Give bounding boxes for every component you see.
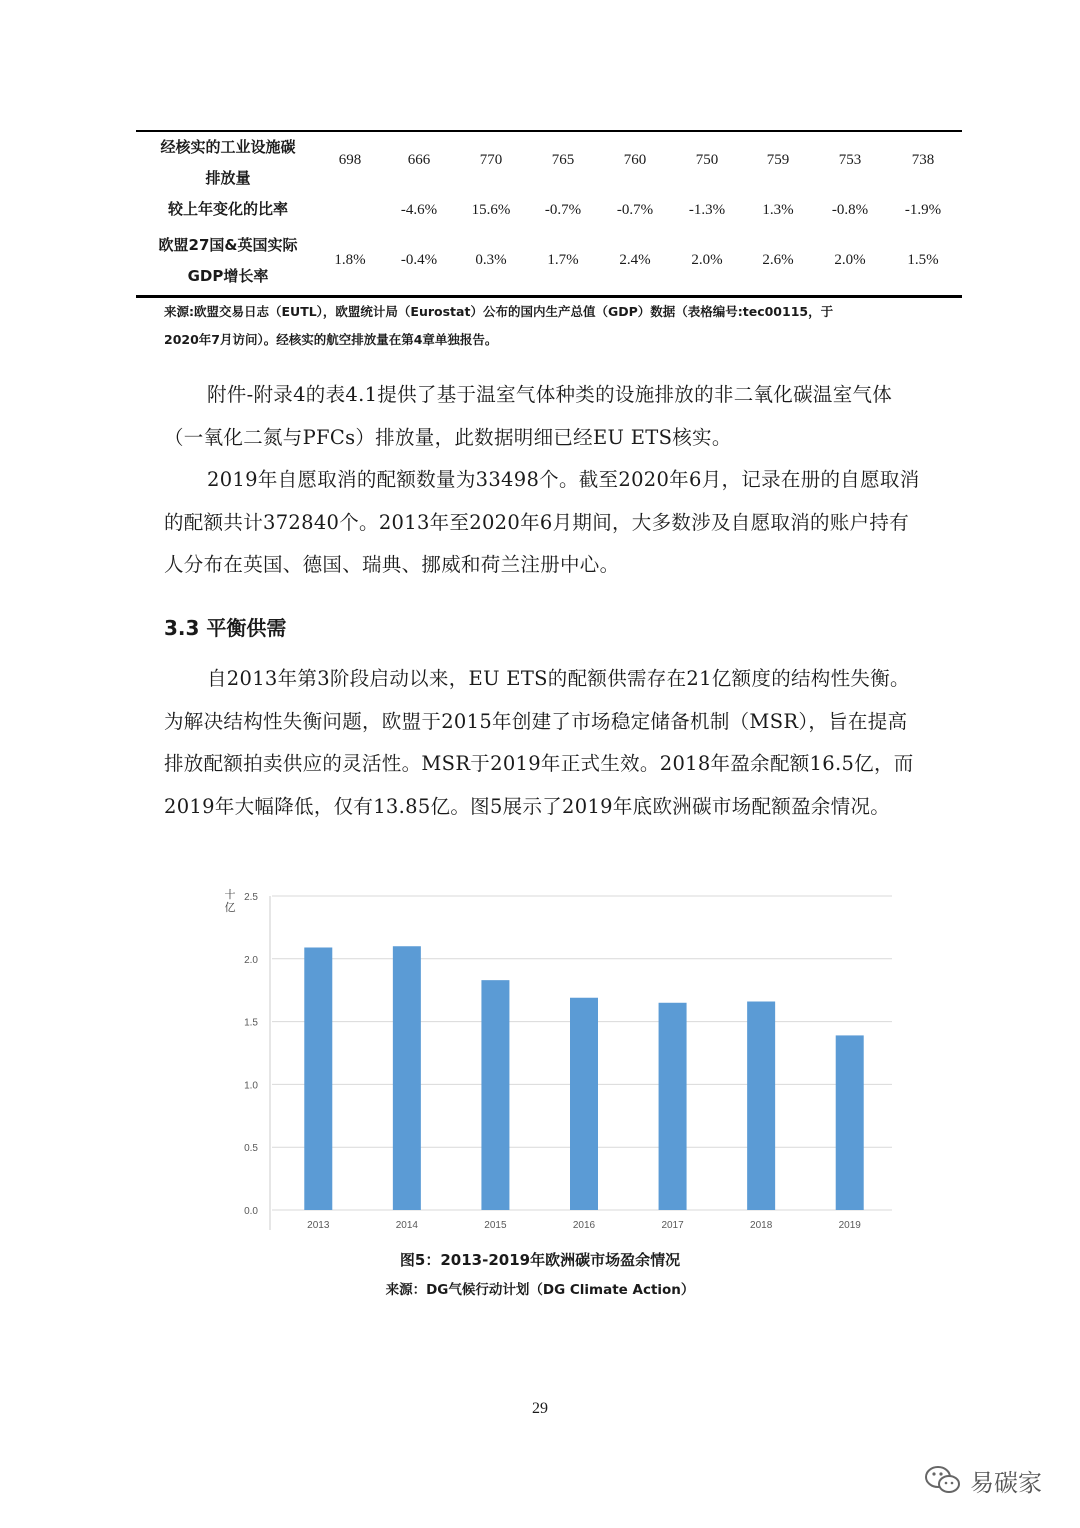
bar	[747, 1002, 775, 1210]
row-header	[144, 230, 312, 292]
x-tick-label: 2016	[572, 1220, 596, 1231]
bar	[570, 998, 598, 1210]
bar	[481, 980, 509, 1210]
surplus-bar-chart	[220, 886, 900, 1236]
watermark	[924, 1460, 1042, 1500]
x-tick-label: 2014	[395, 1220, 418, 1231]
bar	[304, 947, 332, 1210]
table-cell: 2.0%	[834, 252, 866, 268]
table-cell: -0.4%	[400, 252, 438, 268]
row-header-line: GDP增长率	[187, 267, 269, 285]
table-cell: 15.6%	[471, 202, 511, 218]
table-cell: 666	[407, 152, 431, 168]
table-cell: 753	[838, 152, 862, 168]
bar	[836, 1035, 864, 1210]
body-paragraph: 2019年自愿取消的配额数量为33498个。截至2020年6月，记录在册的自愿取消的配额共计372840个。2013年至2020年6月期间，大多数涉及自愿取消的账户持有人分布在英国、德国、瑞典、挪威和荷兰注册中心。	[164, 468, 920, 576]
table-cell: 698	[338, 152, 362, 168]
table-cell: -1.3%	[688, 202, 726, 218]
table-cell: 2.0%	[691, 252, 723, 268]
row-header	[144, 194, 312, 225]
row-header-line: 经核实的工业设施碳	[160, 138, 296, 156]
table-cell: 750	[695, 152, 719, 168]
table-cell: 760	[623, 152, 647, 168]
table-cell: 2.6%	[762, 252, 794, 268]
watermark-text: 易碳家	[970, 1468, 1042, 1497]
table-cell: 0.3%	[475, 252, 507, 268]
section-heading: 3.3 平衡供需	[164, 616, 287, 640]
x-tick-label: 2013	[307, 1220, 330, 1231]
y-axis-label: 十亿	[224, 888, 236, 914]
bar	[393, 946, 421, 1210]
body-paragraph: 附件-附录4的表4.1提供了基于温室气体种类的设施排放的非二氧化碳温室气体（一氧化二氮与PFCs）排放量，此数据明细已经EU ETS核实。	[164, 383, 893, 449]
x-tick-label: 2019	[838, 1220, 861, 1231]
y-tick-label: 0.0	[244, 1206, 258, 1217]
table-cell: -0.7%	[544, 202, 582, 218]
table-cell: 765	[551, 152, 575, 168]
table-cell: -0.7%	[616, 202, 654, 218]
table-cell: -0.8%	[831, 202, 869, 218]
figure-caption: 图5：2013-2019年欧洲碳市场盈余情况	[399, 1251, 681, 1269]
wechat-icon	[924, 1464, 962, 1496]
table-cell: 759	[766, 152, 790, 168]
row-header-line: 排放量	[205, 169, 251, 187]
body-paragraph: 自2013年第3阶段启动以来，EU ETS的配额供需存在21亿额度的结构性失衡。为解决结构性失衡问题，欧盟于2015年创建了市场稳定储备机制（MSR），旨在提高排放配额拍卖供应的灵活性。MSR于2019年正式生效。2018年盈余配额16.5亿，而2019年大幅降低，仅有13.85亿。图5展示了2019年底欧洲碳市场配额盈余情况。	[164, 667, 914, 818]
source-line: 来源:欧盟交易日志（EUTL），欧盟统计局（Eurostat）公布的国内生产总值（GDP）数据（表格编号:tec00115，于	[164, 304, 834, 319]
page-number: 29	[532, 1400, 548, 1417]
table-source-note	[164, 298, 924, 354]
y-tick-label: 0.5	[244, 1143, 258, 1155]
row-header-line: 较上年变化的比率	[167, 200, 288, 218]
x-tick-label: 2018	[750, 1220, 773, 1231]
figure-source: 来源：DG气候行动计划（DG Climate Action）	[385, 1282, 695, 1298]
source-line: 2020年7月访问）。经核实的航空排放量在第4章单独报告。	[164, 332, 498, 347]
row-header	[144, 132, 312, 194]
y-tick-label: 1.5	[244, 1017, 258, 1029]
y-tick-label: 2.5	[244, 892, 258, 903]
table-cell: 1.5%	[907, 252, 939, 268]
bar	[659, 1003, 687, 1210]
table-cell: 1.3%	[762, 202, 794, 218]
y-tick-label: 1.0	[244, 1080, 258, 1092]
table-cell: -1.9%	[904, 202, 942, 218]
table-cell: -4.6%	[400, 202, 438, 218]
x-tick-label: 2015	[484, 1220, 507, 1231]
table-cell: 770	[479, 152, 503, 168]
row-header-line: 欧盟27国&英国实际	[158, 236, 298, 254]
x-tick-label: 2017	[661, 1220, 684, 1231]
table-cell: 2.4%	[619, 252, 651, 268]
table-cell: 1.7%	[547, 252, 579, 268]
y-tick-label: 2.0	[244, 954, 258, 966]
table-cell: 1.8%	[334, 252, 366, 268]
table-cell: 738	[911, 152, 935, 168]
